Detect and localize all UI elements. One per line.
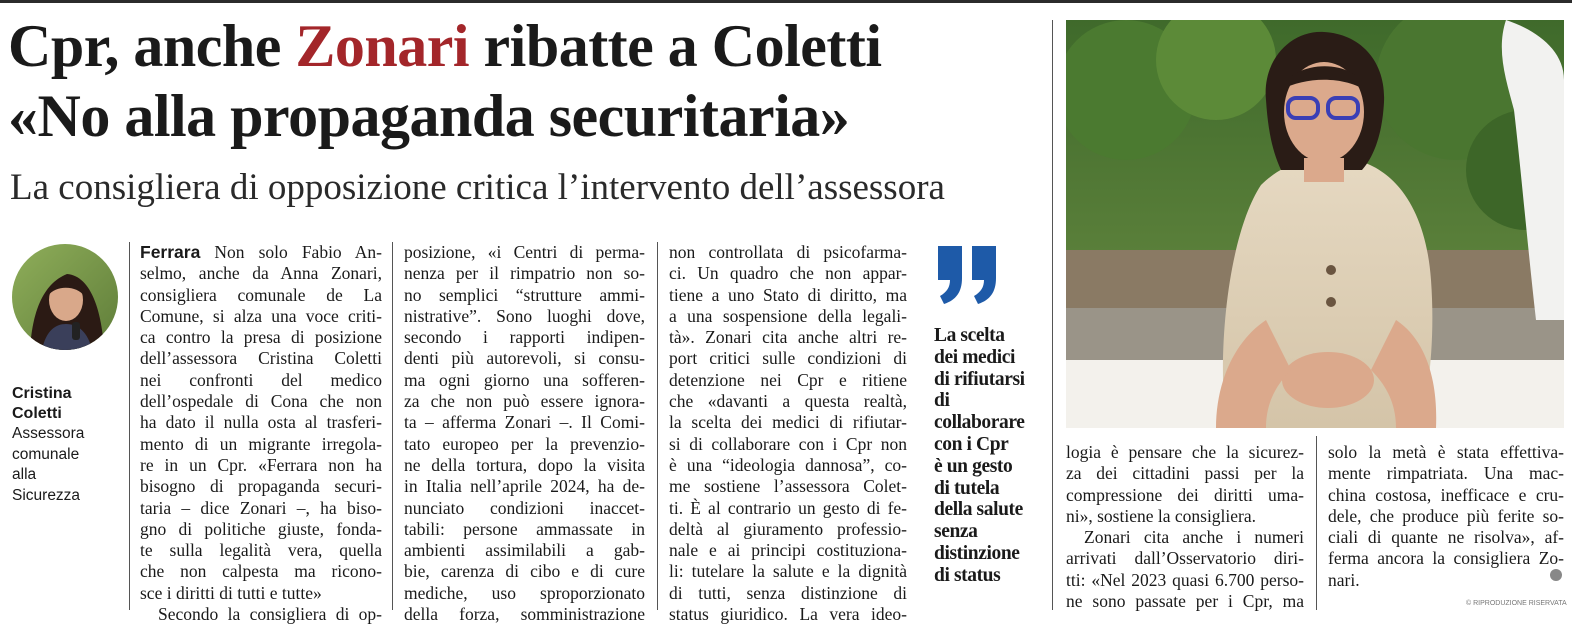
article-line: taria – dice Zonari –, ha biso- [140, 497, 382, 518]
article-line: nei confronti del medico [140, 369, 382, 390]
subheadline: La consigliera di opposizione critica l’intervento dell’assessora [10, 167, 945, 208]
portrait-illustration [12, 244, 118, 350]
copyright-credit: © RIPRODUZIONE RISERVATA [1466, 600, 1567, 607]
pull-quote-line: della salute [934, 499, 1023, 521]
article-line: ne sono passate per i Cpr, ma [1066, 591, 1304, 612]
article-line: tà». Zonari cita anche altri re- [669, 327, 907, 348]
article-line: ha dato il nulla osta al trasferi- [140, 412, 382, 433]
pull-quote-line: di [934, 390, 950, 412]
article-line: bie, carenza di cibo e di cure [404, 561, 645, 582]
article-line: ambienti assimilabili a gab- [404, 540, 645, 561]
pull-quote-line: collaborare [934, 412, 1025, 434]
article-line: che «davanti a questa realtà, [669, 391, 907, 412]
article-line: ti. È al contrario un gesto di fe- [669, 497, 907, 518]
article-column-5 [1328, 442, 1564, 591]
article-line: in Italia nell’aprile 2024, ha de- [404, 476, 645, 497]
article-line: si di collaborare con i Cpr non [669, 433, 907, 454]
article-line: a una sospensione della legali- [669, 305, 907, 326]
article-line: te sulla legalità vera, quella [140, 540, 382, 561]
article-line: dell’ospedale di Cona che non [140, 391, 382, 412]
article-line: Comune, si alza una voce criti- [140, 305, 382, 326]
column-rule [1316, 436, 1317, 610]
byline-name-line: Cristina [12, 385, 72, 402]
article-line: ni», sostiene la consigliera. [1066, 505, 1257, 526]
headline-line-2: «No alla propaganda securitaria» [8, 83, 850, 149]
headline-line-1 [8, 14, 882, 78]
byline-role-line: Assessora [12, 425, 85, 442]
headline-accent-name: Zonari [295, 13, 470, 79]
byline-portrait [12, 244, 118, 350]
article-line: secondo i rapporti indipen- [404, 327, 645, 348]
article-text: Non solo Fabio An- [200, 242, 382, 262]
article-line: nistrative”. Sono luoghi dove, [404, 305, 645, 326]
article-photo [1066, 20, 1564, 428]
article-line: della forza, somministrazione [404, 604, 645, 625]
article-line: ciali di quante ne risolva», af- [1328, 527, 1564, 548]
article-column-4 [1066, 442, 1304, 612]
article-line: selmo, anche da Anna Zonari, [140, 263, 382, 284]
article-line: tti: «Nel 2023 quasi 6.700 perso- [1066, 569, 1304, 590]
article-line: detenzione nei Cpr e ritiene [669, 369, 907, 390]
article-line: ne della tortura, dopo la visita [404, 454, 645, 475]
article-line: posizione, «i Centri di perma- [404, 242, 645, 262]
article-line: di tutti, senza distinzione di [669, 582, 907, 603]
pull-quote-line: La scelta [934, 325, 1005, 346]
article-line: mente rimpatriata. Una mac- [1328, 463, 1564, 484]
article-line: me sostiene l’assessora Colet- [669, 476, 907, 497]
article-line: ma ogni giorno una sofferen- [404, 369, 645, 390]
byline-name-line: Coletti [12, 405, 62, 422]
pull-quote-line: distinzione [934, 542, 1020, 564]
article-line: ta – afferma Zonari –. Il Comi- [404, 412, 645, 433]
article-line: ca contro la presa di posizione [140, 327, 382, 348]
article-line: ferma ancora la consigliera Zo- [1328, 548, 1564, 569]
headline-part-2: ribatte a Coletti [469, 13, 882, 79]
pull-quote-line: senza [934, 521, 978, 543]
article-line: Zonari cita anche i numeri [1084, 527, 1304, 548]
column-rule [1052, 20, 1053, 610]
article-line: port critici sulle condizioni di [669, 348, 907, 369]
article-line: ci. Un quadro che non appar- [669, 263, 907, 284]
photo-illustration [1066, 20, 1564, 428]
end-of-article-dot [1550, 569, 1562, 581]
article-line: la scelta dei medici di rifiutar- [669, 412, 907, 433]
article-line: li: tutelare la salute e la dignità [669, 561, 907, 582]
article-column-1 [140, 242, 382, 625]
pull-quote-line: di rifiutarsi [934, 368, 1025, 390]
top-rule [0, 0, 1572, 3]
article-line: status giuridico. La vera ideo- [669, 604, 907, 625]
article-line: non controllata di psicofarma- [669, 242, 907, 262]
article-line: tiene a uno Stato di diritto, ma [669, 284, 907, 305]
byline-name [12, 384, 122, 424]
column-rule [129, 242, 130, 610]
article-line: denti più autorevoli, si consu- [404, 348, 645, 369]
article-line: sce i diritti di tutti e tutte» [140, 582, 322, 603]
article-line: arrivati dall’Osservatorio diri- [1066, 548, 1304, 569]
dateline: Ferrara [140, 242, 201, 262]
article-line: gno di politiche giuste, fonda- [140, 518, 382, 539]
article-column-3 [669, 242, 907, 625]
column-rule [657, 242, 658, 610]
byline-role-line: comunale [12, 445, 80, 463]
article-line: nunciato condizioni inaccet- [404, 497, 645, 518]
article-line: tato europeo per la prevenzio- [404, 433, 645, 454]
byline-role-line: alla [12, 466, 37, 483]
headline-part-1: Cpr, anche [8, 13, 296, 79]
article-line: nari. [1328, 569, 1360, 590]
article-line: compressione dei diritti uma- [1066, 484, 1304, 505]
quote-mark-icon [934, 242, 1002, 311]
article-line: china costosa, inefficace e cru- [1328, 484, 1564, 505]
article-line: deltà al giuramento professio- [669, 518, 907, 539]
pull-quote-line: di tutela [934, 477, 1000, 499]
article-line: mento di un migrante irregola- [140, 433, 382, 454]
article-line: no semplici “strutture ammi- [404, 284, 645, 305]
article-line: za che non può essere ignora- [404, 391, 645, 412]
column-rule [392, 242, 393, 610]
article-line: tabili: persone ammassate in [404, 518, 645, 539]
article-line: logia è pensare che la sicurez- [1066, 442, 1304, 462]
article-line [140, 242, 382, 263]
article-line: consigliera comunale de La [140, 284, 382, 305]
article-line: Secondo la consigliera di op- [158, 604, 382, 625]
byline-role [12, 424, 122, 506]
pull-quote-line: di status [934, 564, 1001, 586]
article-line: dell’assessora Cristina Coletti [140, 348, 382, 369]
article-column-2 [404, 242, 645, 625]
pull-quote-line: con i Cpr [934, 433, 1009, 455]
pull-quote-line: dei medici [934, 346, 1016, 368]
article-line: solo la metà è stata effettiva- [1328, 442, 1564, 462]
pull-quote-line: è un gesto [934, 455, 1013, 477]
article-line: bisogno di propaganda securi- [140, 476, 382, 497]
article-line: za dei cittadini passi per la [1066, 463, 1304, 484]
pull-quote [934, 325, 1026, 587]
article-line: che non calpesta ma ricono- [140, 561, 382, 582]
article-line: nale e ai principi costituziona- [669, 540, 907, 561]
article-line: nenza per il rimpatrio non so- [404, 263, 645, 284]
article-line: mediche, uso sproporzionato [404, 582, 645, 603]
article-line: è una “ideologia dannosa”, co- [669, 454, 907, 475]
byline-role-line: Sicurezza [12, 486, 81, 504]
article-line: re in un Cpr. «Ferrara non ha [140, 454, 382, 475]
article-line: dele, che produce più ferite so- [1328, 505, 1564, 526]
